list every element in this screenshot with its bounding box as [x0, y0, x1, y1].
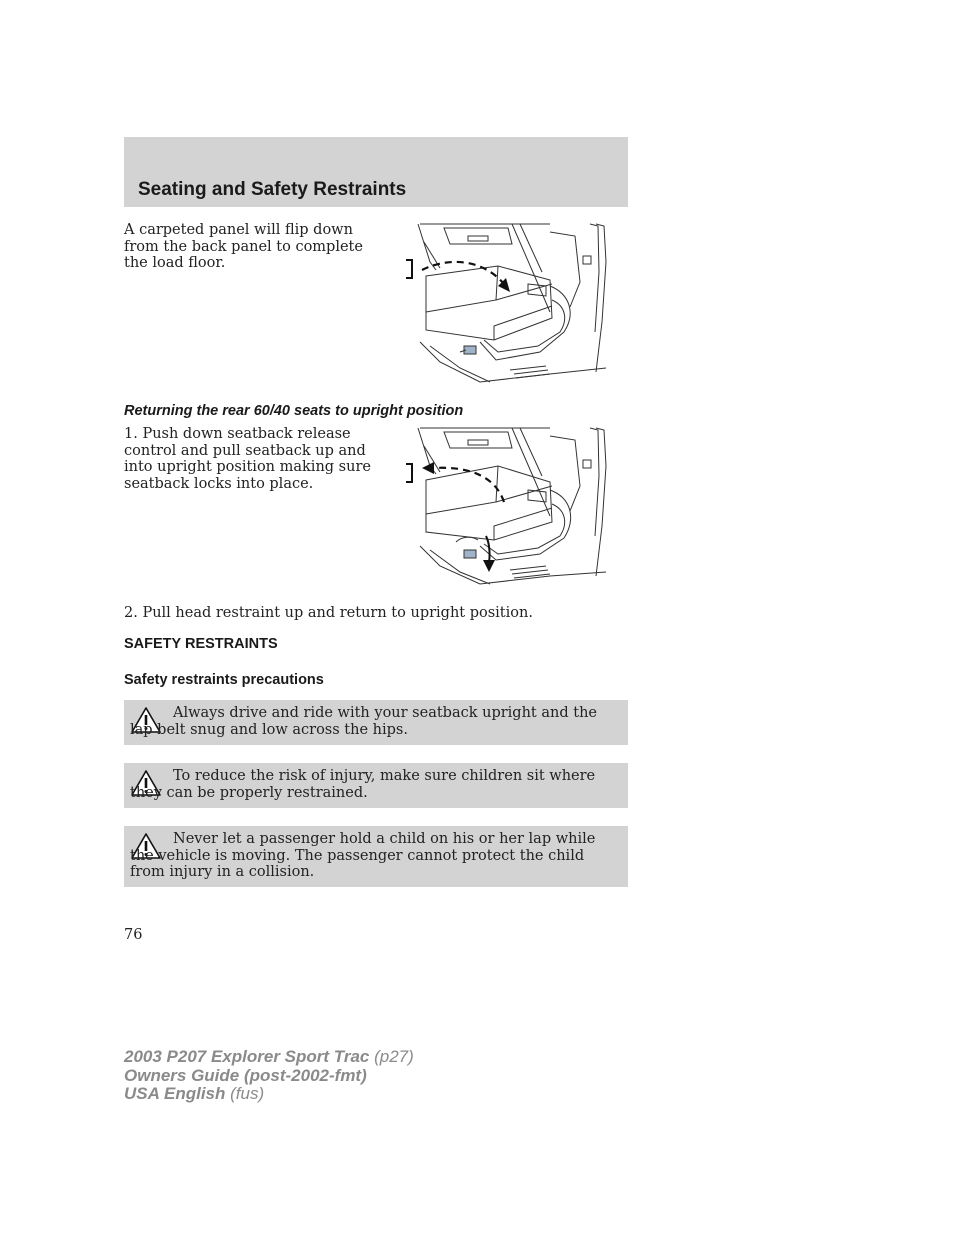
intro-paragraph: A carpeted panel will flip down from the back panel to complete the load floor.: [124, 222, 363, 271]
footer-line-1: [124, 1048, 414, 1067]
step-2-paragraph: 2. Pull head restraint up and return to upright position.: [124, 605, 533, 621]
warning-box: [124, 826, 628, 887]
page-number: 76: [124, 927, 143, 943]
illustration-panel-flip-down: [400, 222, 610, 387]
returning-heading: Returning the rear 60/40 seats to upright position: [124, 403, 464, 419]
safety-restraints-heading: SAFETY RESTRAINTS: [124, 636, 278, 652]
footer-language-code: (fus): [230, 1084, 265, 1103]
warning-box: [124, 763, 628, 808]
warning-text: Never let a passenger hold a child on his or her lap while the vehicle is moving. The passenger cannot protect the child from injury in a collision.: [130, 831, 596, 880]
warning-text: Always drive and ride with your seatback upright and the lap belt snug and low across the hips.: [130, 705, 597, 738]
footer-line-3: [124, 1085, 414, 1104]
section-title: Seating and Safety Restraints: [138, 179, 407, 200]
step-1-paragraph: 1. Push down seatback release control and pull seatback up and into upright position making sure seatback locks into place.: [124, 426, 371, 492]
safety-precautions-subheading: Safety restraints precautions: [124, 672, 324, 688]
footer-guide: Owners Guide (post-2002-fmt): [124, 1065, 367, 1085]
footer-model-code: (p27): [374, 1047, 414, 1066]
section-header-band: [124, 137, 628, 207]
warning-box: [124, 700, 628, 745]
illustration-seatback-upright: [400, 426, 610, 591]
warning-text: To reduce the risk of injury, make sure children sit where they can be properly restrained.: [130, 768, 596, 801]
footer-line-2: [124, 1067, 414, 1086]
footer-model: 2003 P207 Explorer Sport Trac: [124, 1047, 370, 1066]
footer-language: USA English: [124, 1084, 226, 1103]
document-footer: [124, 1048, 414, 1104]
